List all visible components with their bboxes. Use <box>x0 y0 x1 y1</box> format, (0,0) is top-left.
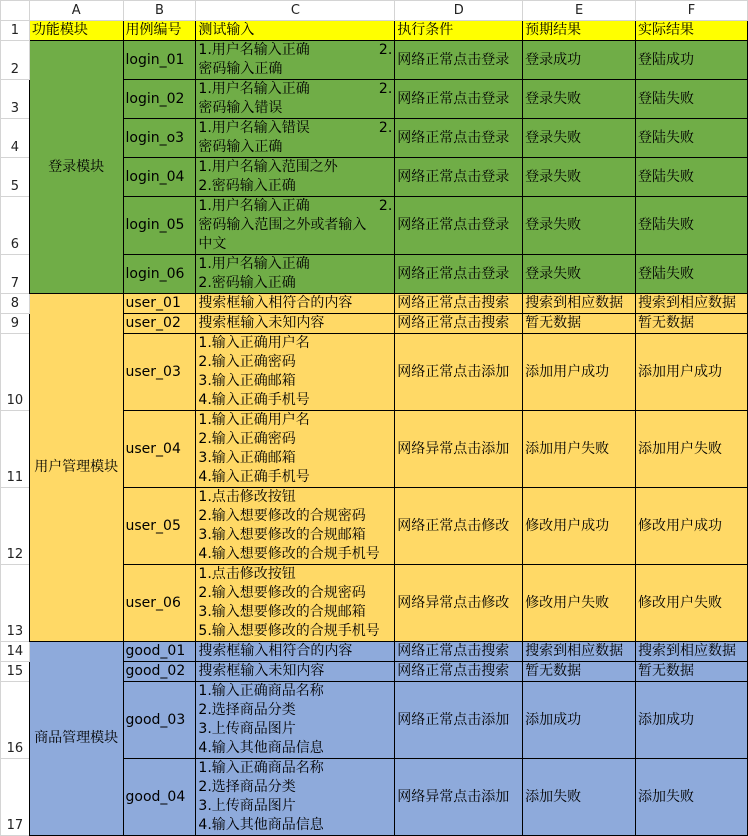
test-input-line: 搜索框输入未知内容 <box>198 315 325 331</box>
test-input-line: 2.选择商品分类 <box>198 702 296 718</box>
expected-result-cell[interactable]: 登录失败 <box>523 255 636 294</box>
row-number[interactable]: 17 <box>1 759 30 836</box>
condition-cell[interactable]: 网络正常点击搜索 <box>395 642 523 662</box>
expected-result-cell[interactable]: 登录成功 <box>523 41 636 80</box>
select-all-corner[interactable] <box>1 1 30 21</box>
case-id-cell[interactable]: user_05 <box>123 488 196 565</box>
test-input-cell[interactable] <box>196 565 395 642</box>
test-input-line: 2.选择商品分类 <box>198 779 296 795</box>
test-input-line: 密码输入正确 <box>198 61 283 77</box>
case-id-cell[interactable]: login_01 <box>123 41 196 80</box>
column-header-d[interactable]: D <box>395 1 523 21</box>
expected-result-cell[interactable]: 登录失败 <box>523 80 636 119</box>
test-input-line: 3.输入想要修改的合规邮箱 <box>198 527 366 543</box>
table-row <box>1 41 748 80</box>
row-number[interactable]: 3 <box>1 80 30 119</box>
header-actual[interactable]: 实际结果 <box>636 21 748 41</box>
header-module[interactable]: 功能模块 <box>29 21 123 41</box>
test-input-line: 1.用户名输入正确 <box>198 256 310 272</box>
expected-result-cell[interactable]: 登录失败 <box>523 158 636 197</box>
test-input-line: 1.输入正确用户名 <box>198 335 310 351</box>
test-input-line: 4.输入其他商品信息 <box>198 740 324 756</box>
expected-result-cell[interactable]: 添加成功 <box>523 682 636 759</box>
condition-cell[interactable]: 网络正常点击搜索 <box>395 662 523 682</box>
test-input-cell[interactable] <box>196 682 395 759</box>
test-input-step: 1.用户名输入正确 <box>198 198 310 214</box>
condition-cell[interactable]: 网络异常点击添加 <box>395 759 523 836</box>
test-input-cell[interactable] <box>196 41 395 80</box>
condition-cell[interactable]: 网络异常点击添加 <box>395 411 523 488</box>
actual-result-cell[interactable]: 登陆失败 <box>636 255 748 294</box>
test-input-cell[interactable] <box>196 80 395 119</box>
case-id-cell[interactable]: good_02 <box>123 662 196 682</box>
case-id-cell[interactable]: good_01 <box>123 642 196 662</box>
actual-result-cell[interactable]: 登陆失败 <box>636 158 748 197</box>
expected-result-cell[interactable]: 搜索到相应数据 <box>523 294 636 314</box>
row-number[interactable]: 2 <box>1 41 30 80</box>
condition-cell[interactable]: 网络正常点击搜索 <box>395 294 523 314</box>
row-number[interactable]: 8 <box>1 294 30 314</box>
test-input-line: 5.输入想要修改的合规手机号 <box>198 623 380 639</box>
test-input-line: 1.点击修改按钮 <box>198 566 296 582</box>
column-header-c[interactable]: C <box>196 1 395 21</box>
header-expected[interactable]: 预期结果 <box>523 21 636 41</box>
expected-result-cell[interactable]: 修改用户成功 <box>523 488 636 565</box>
row-number[interactable]: 13 <box>1 565 30 642</box>
test-input-line: 1.输入正确商品名称 <box>198 760 324 776</box>
test-input-line: 2.输入想要修改的合规密码 <box>198 508 366 524</box>
test-input-line: 密码输入错误 <box>198 100 283 116</box>
actual-result-cell[interactable]: 搜索到相应数据 <box>636 642 748 662</box>
condition-cell[interactable]: 网络异常点击修改 <box>395 565 523 642</box>
test-input-line: 搜索框输入相符合的内容 <box>198 643 353 659</box>
test-input-cell[interactable] <box>196 197 395 255</box>
test-input-step-number: 2. <box>378 198 393 214</box>
row-number[interactable]: 12 <box>1 488 30 565</box>
test-input-cell[interactable] <box>196 334 395 411</box>
test-input-line: 3.上传商品图片 <box>198 721 296 737</box>
test-input-line: 2.密码输入正确 <box>198 178 296 194</box>
row-number[interactable]: 15 <box>1 662 30 682</box>
condition-cell[interactable]: 网络正常点击登录 <box>395 41 523 80</box>
test-input-line: 3.输入想要修改的合规邮箱 <box>198 604 366 620</box>
test-input-line: 2.密码输入正确 <box>198 275 296 291</box>
actual-result-cell[interactable]: 登陆失败 <box>636 119 748 158</box>
test-input-line: 4.输入正确手机号 <box>198 392 310 408</box>
module-cell-user[interactable]: 用户管理模块 <box>29 294 123 642</box>
actual-result-cell[interactable]: 修改用户失败 <box>636 565 748 642</box>
row-number[interactable]: 5 <box>1 158 30 197</box>
actual-result-cell[interactable]: 搜索到相应数据 <box>636 294 748 314</box>
column-header-f[interactable]: F <box>636 1 748 21</box>
actual-result-cell[interactable]: 修改用户成功 <box>636 488 748 565</box>
test-input-cell[interactable] <box>196 119 395 158</box>
column-header-a[interactable]: A <box>29 1 123 21</box>
row-number[interactable]: 7 <box>1 255 30 294</box>
actual-result-cell[interactable]: 暂无数据 <box>636 662 748 682</box>
actual-result-cell[interactable]: 添加失败 <box>636 759 748 836</box>
expected-result-cell[interactable]: 登录失败 <box>523 119 636 158</box>
test-input-line: 1.用户名输入范围之外 <box>198 159 338 175</box>
condition-cell[interactable]: 网络正常点击登录 <box>395 158 523 197</box>
actual-result-cell[interactable]: 添加成功 <box>636 682 748 759</box>
column-header-row <box>1 1 748 21</box>
expected-result-cell[interactable]: 暂无数据 <box>523 314 636 334</box>
condition-cell[interactable]: 网络正常点击登录 <box>395 80 523 119</box>
expected-result-cell[interactable]: 添加用户成功 <box>523 334 636 411</box>
test-input-cell[interactable] <box>196 642 395 662</box>
test-input-line: 中文 <box>198 236 227 252</box>
case-id-cell[interactable]: user_06 <box>123 565 196 642</box>
test-input-step: 1.用户名输入错误 <box>198 120 310 136</box>
module-cell-login[interactable]: 登录模块 <box>29 41 123 294</box>
test-input-step-number: 2. <box>378 81 393 97</box>
test-input-cell[interactable] <box>196 411 395 488</box>
test-input-cell[interactable] <box>196 314 395 334</box>
test-input-line: 2.输入正确密码 <box>198 354 296 370</box>
test-input-line: 3.输入正确邮箱 <box>198 373 296 389</box>
row-number[interactable]: 10 <box>1 334 30 411</box>
header-test-input[interactable]: 测试输入 <box>196 21 395 41</box>
expected-result-cell[interactable]: 搜索到相应数据 <box>523 642 636 662</box>
actual-result-cell[interactable]: 登陆失败 <box>636 80 748 119</box>
case-id-cell[interactable]: user_02 <box>123 314 196 334</box>
test-input-line <box>198 80 392 99</box>
test-input-line: 3.上传商品图片 <box>198 798 296 814</box>
header-condition[interactable]: 执行条件 <box>395 21 523 41</box>
condition-cell[interactable]: 网络正常点击登录 <box>395 255 523 294</box>
actual-result-cell[interactable]: 登陆失败 <box>636 197 748 255</box>
row-number[interactable]: 4 <box>1 119 30 158</box>
expected-result-cell[interactable]: 登录失败 <box>523 197 636 255</box>
test-input-line: 3.输入正确邮箱 <box>198 450 296 466</box>
test-input-cell[interactable] <box>196 662 395 682</box>
actual-result-cell[interactable]: 添加用户失败 <box>636 411 748 488</box>
test-input-line: 2.输入想要修改的合规密码 <box>198 585 366 601</box>
row-number[interactable]: 6 <box>1 197 30 255</box>
actual-result-cell[interactable]: 登陆成功 <box>636 41 748 80</box>
case-id-cell[interactable]: login_06 <box>123 255 196 294</box>
case-id-cell[interactable]: good_04 <box>123 759 196 836</box>
test-input-cell[interactable] <box>196 488 395 565</box>
condition-cell[interactable]: 网络正常点击搜索 <box>395 314 523 334</box>
condition-cell[interactable]: 网络正常点击修改 <box>395 488 523 565</box>
test-input-cell[interactable] <box>196 294 395 314</box>
test-input-line: 4.输入想要修改的合规手机号 <box>198 546 380 562</box>
actual-result-cell[interactable]: 添加用户成功 <box>636 334 748 411</box>
test-input-line <box>198 41 392 60</box>
case-id-cell[interactable]: user_03 <box>123 334 196 411</box>
condition-cell[interactable]: 网络正常点击登录 <box>395 197 523 255</box>
test-input-line: 搜索框输入未知内容 <box>198 663 325 679</box>
module-cell-good[interactable]: 商品管理模块 <box>29 642 123 836</box>
row-number[interactable]: 14 <box>1 642 30 662</box>
test-input-line: 1.输入正确用户名 <box>198 412 310 428</box>
test-input-cell[interactable] <box>196 158 395 197</box>
test-input-line: 密码输入范围之外或者输入 <box>198 217 367 233</box>
case-id-cell[interactable]: login_04 <box>123 158 196 197</box>
case-id-cell[interactable]: login_o3 <box>123 119 196 158</box>
test-input-cell[interactable] <box>196 759 395 836</box>
condition-cell[interactable]: 网络正常点击登录 <box>395 119 523 158</box>
actual-result-cell[interactable]: 暂无数据 <box>636 314 748 334</box>
row-number[interactable]: 1 <box>1 21 30 41</box>
column-header-e[interactable]: E <box>523 1 636 21</box>
test-input-line <box>198 119 392 138</box>
table-row <box>1 642 748 662</box>
test-input-step: 1.用户名输入正确 <box>198 81 310 97</box>
case-id-cell[interactable]: login_05 <box>123 197 196 255</box>
case-id-cell[interactable]: user_04 <box>123 411 196 488</box>
test-input-line: 2.输入正确密码 <box>198 431 296 447</box>
table-row <box>1 294 748 314</box>
condition-cell[interactable]: 网络正常点击添加 <box>395 682 523 759</box>
expected-result-cell[interactable]: 添加用户失败 <box>523 411 636 488</box>
expected-result-cell[interactable]: 暂无数据 <box>523 662 636 682</box>
expected-result-cell[interactable]: 添加失败 <box>523 759 636 836</box>
header-case-id[interactable]: 用例编号 <box>123 21 196 41</box>
expected-result-cell[interactable]: 修改用户失败 <box>523 565 636 642</box>
test-input-line: 1.点击修改按钮 <box>198 489 296 505</box>
column-header-b[interactable]: B <box>123 1 196 21</box>
test-input-line <box>198 197 392 216</box>
test-input-line: 4.输入其他商品信息 <box>198 817 324 833</box>
case-id-cell[interactable]: good_03 <box>123 682 196 759</box>
case-id-cell[interactable]: user_01 <box>123 294 196 314</box>
test-input-line: 1.输入正确商品名称 <box>198 683 324 699</box>
test-input-step-number: 2. <box>378 120 393 136</box>
test-input-line: 搜索框输入相符合的内容 <box>198 295 353 311</box>
row-number[interactable]: 9 <box>1 314 30 334</box>
test-input-line: 密码输入正确 <box>198 139 283 155</box>
test-input-cell[interactable] <box>196 255 395 294</box>
test-input-line: 4.输入正确手机号 <box>198 469 310 485</box>
table-header-row <box>1 21 748 41</box>
row-number[interactable]: 11 <box>1 411 30 488</box>
test-input-step-number: 2. <box>378 42 393 58</box>
row-number[interactable]: 16 <box>1 682 30 759</box>
test-input-step: 1.用户名输入正确 <box>198 42 310 58</box>
case-id-cell[interactable]: login_02 <box>123 80 196 119</box>
condition-cell[interactable]: 网络正常点击添加 <box>395 334 523 411</box>
